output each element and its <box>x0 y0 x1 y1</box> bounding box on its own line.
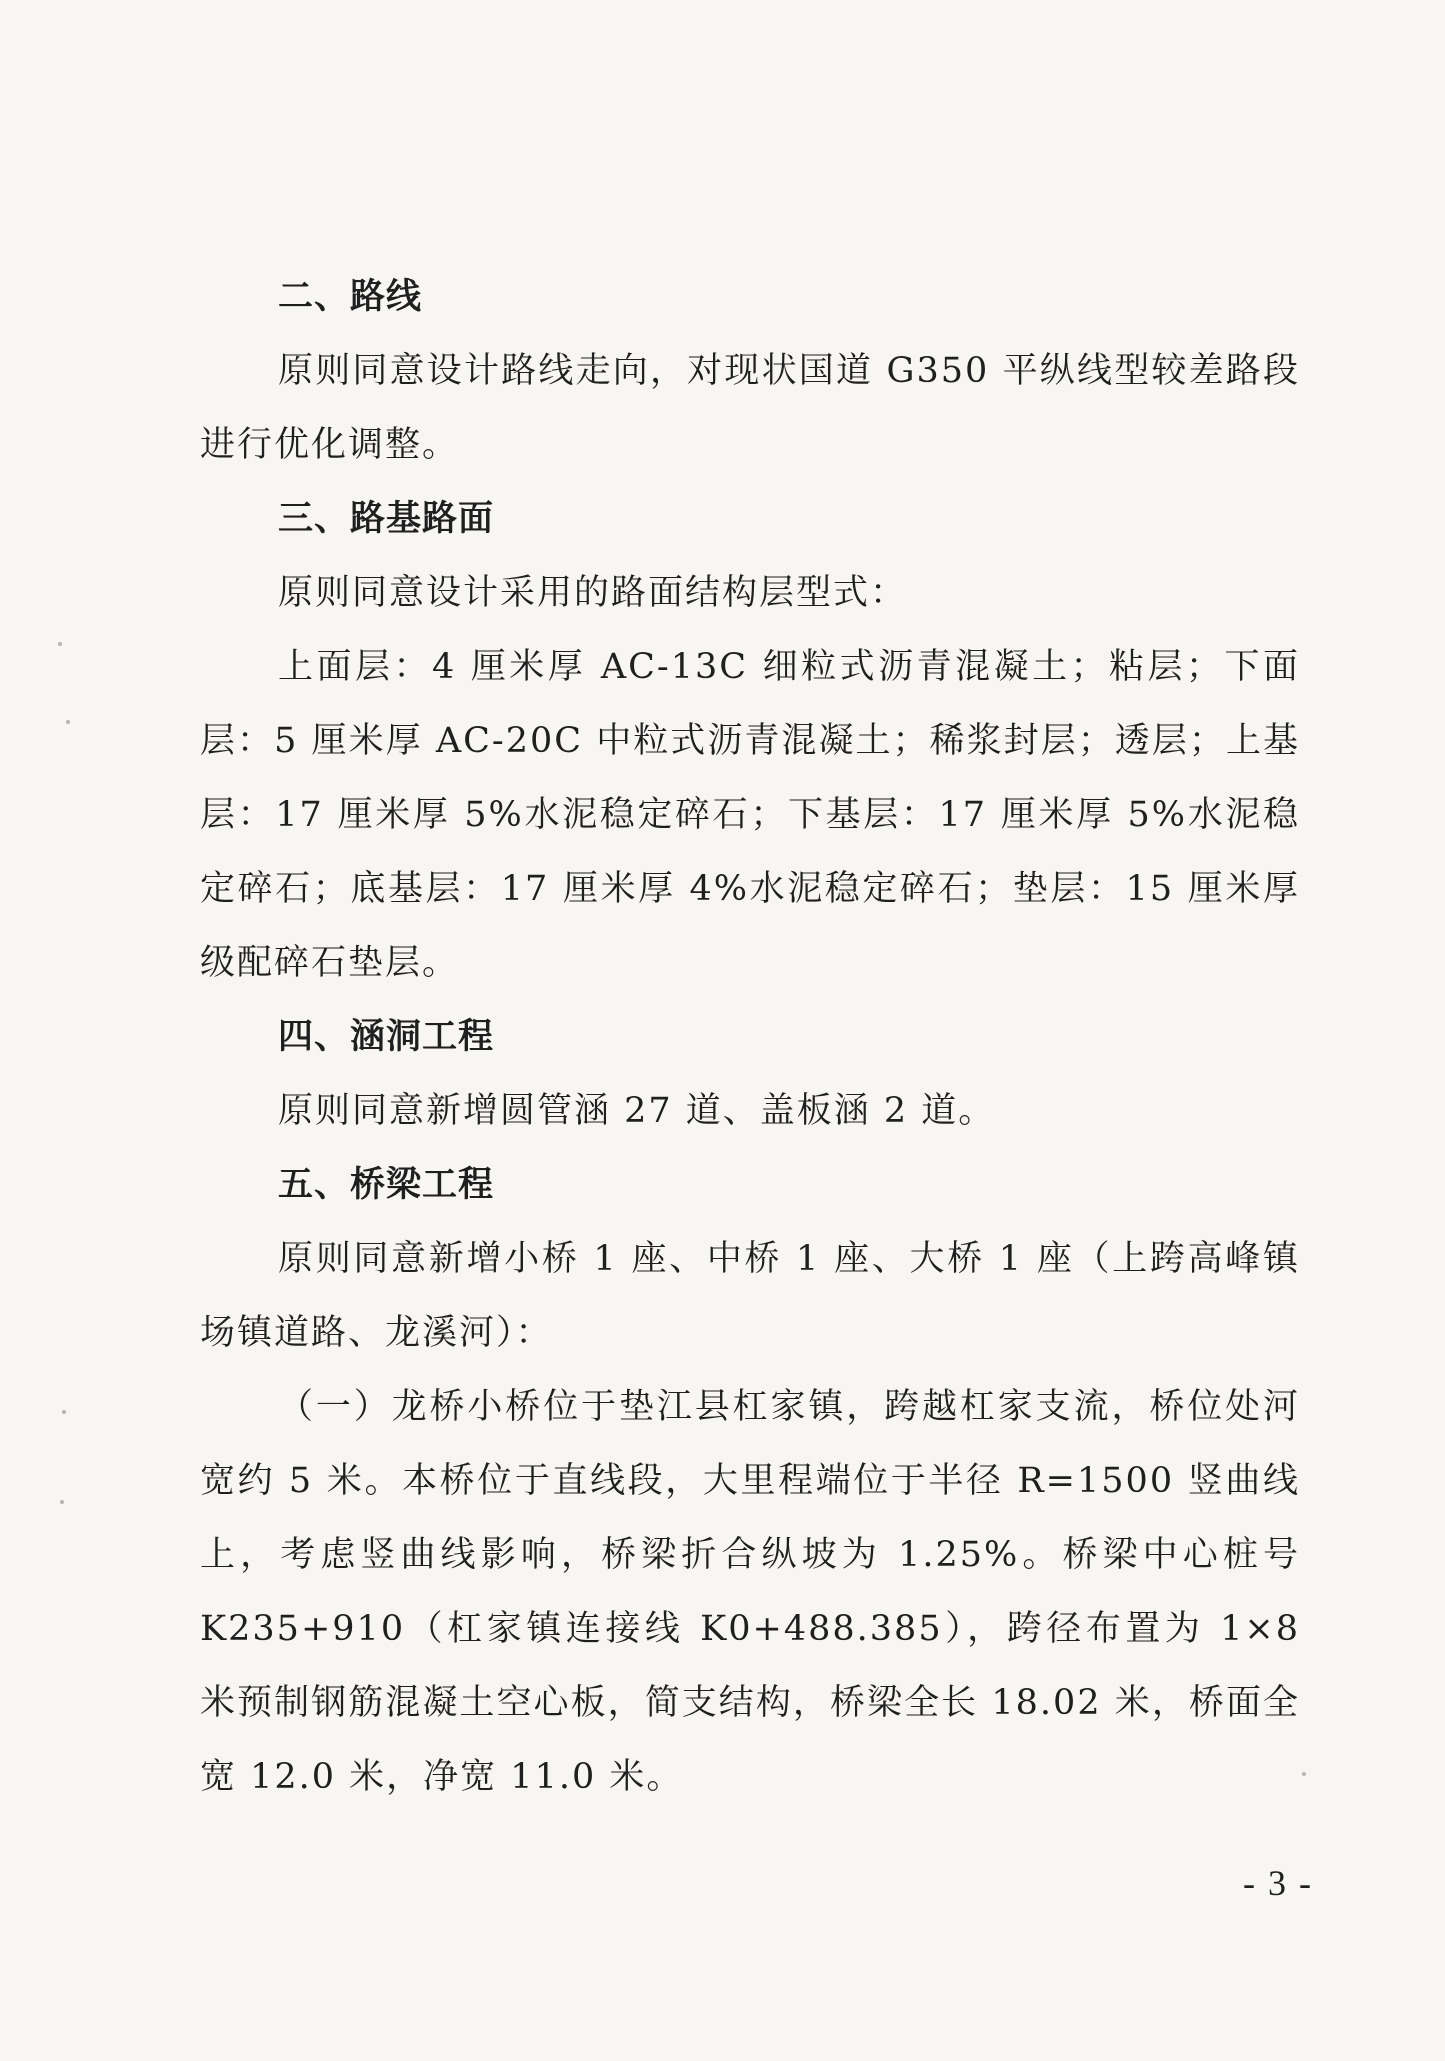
document-body <box>200 260 1300 1814</box>
paragraph-pavement-layers: 上面层：4 厘米厚 AC-13C 细粒式沥青混凝土；粘层；下面层：5 厘米厚 AC-20C 中粒式沥青混凝土；稀浆封层；透层；上基层：17 厘米厚 5%水泥稳定碎石；下基层：17 厘米厚 5%水泥稳定碎石；底基层：17 厘米厚 4%水泥稳定碎石；垫层：15 厘米厚级配碎石垫层。 <box>200 647 1300 983</box>
paragraph-bridge-intro: 原则同意新增小桥 1 座、中桥 1 座、大桥 1 座（上跨高峰镇场镇道路、龙溪河）： <box>200 1239 1300 1353</box>
scan-speck <box>62 1410 66 1414</box>
paragraph-route: 原则同意设计路线走向，对现状国道 G350 平纵线型较差路段进行优化调整。 <box>200 351 1300 465</box>
section-heading-bridge: 五、桥梁工程 <box>278 1165 495 1205</box>
scan-speck <box>66 720 70 724</box>
page-number: - 3 - <box>1243 1863 1313 1903</box>
scan-speck <box>1302 1772 1306 1776</box>
section-heading-route: 二、路线 <box>278 277 423 317</box>
paragraph-longqiao-bridge: （一）龙桥小桥位于垫江县杠家镇，跨越杠家支流，桥位处河宽约 5 米。本桥位于直线段，大里程端位于半径 R=1500 竖曲线上，考虑竖曲线影响，桥梁折合纵坡为 1.25%。桥梁中心桩号 K235+910（杠家镇连接线 K0+488.385），跨径布置为 1×8 米预制钢筋混凝土空心板，简支结构，桥梁全长 18.02 米，桥面全宽 12.0 米，净宽 11.0 米。 <box>200 1387 1300 1797</box>
paragraph-culvert: 原则同意新增圆管涵 27 道、盖板涵 2 道。 <box>278 1091 996 1131</box>
section-heading-subgrade-pavement: 三、路基路面 <box>278 499 495 539</box>
scan-speck <box>60 1500 64 1504</box>
paragraph-pavement-intro: 原则同意设计采用的路面结构层型式： <box>278 573 908 613</box>
scan-speck <box>58 642 62 646</box>
section-heading-culvert: 四、涵洞工程 <box>278 1017 495 1057</box>
